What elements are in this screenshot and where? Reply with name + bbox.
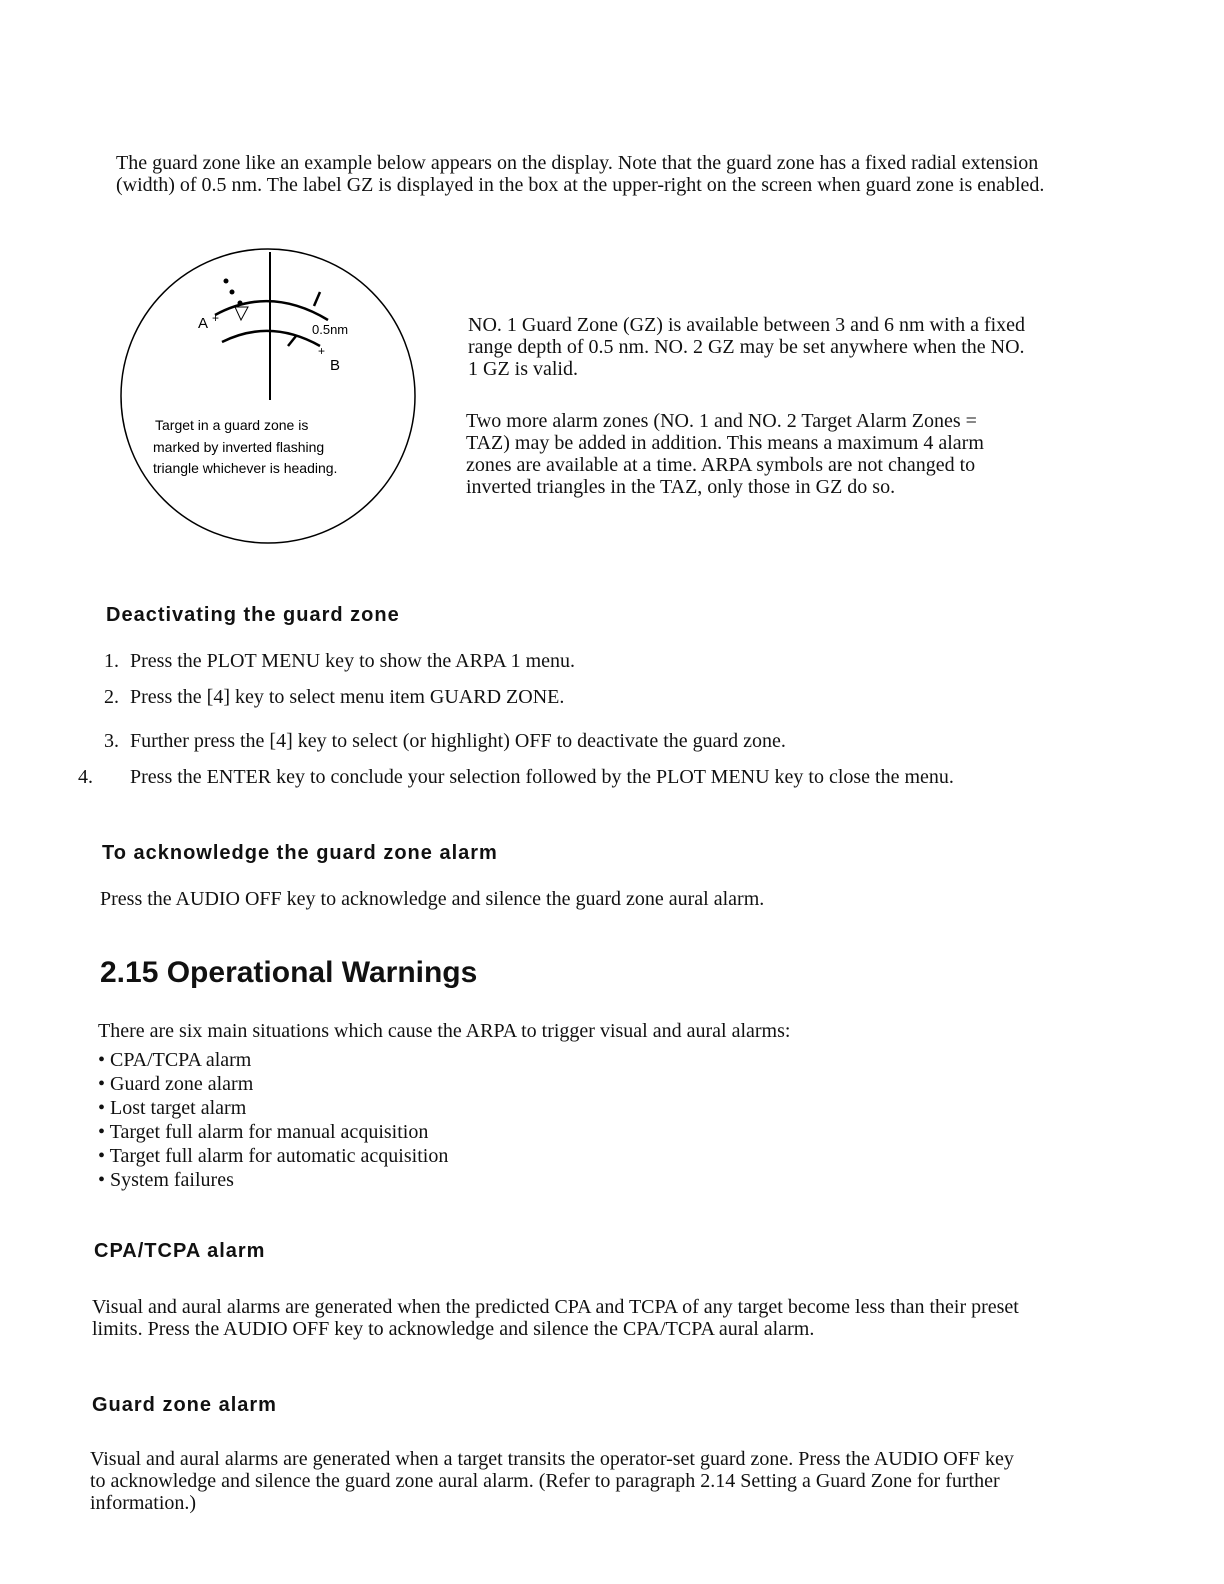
heading-acknowledge: To acknowledge the guard zone alarm	[102, 842, 498, 864]
outer-zone-arc	[215, 301, 328, 320]
step: 4. Press the ENTER key to conclude your selection followed by the PLOT MENU key to close the menu.	[78, 766, 954, 788]
bullet-item: • Guard zone alarm	[98, 1073, 254, 1095]
bullet-item: • System failures	[98, 1169, 234, 1191]
inverted-triangle-icon	[235, 307, 248, 320]
section-intro: There are six main situations which cause the ARPA to trigger visual and aural alarms:	[98, 1020, 791, 1042]
step: 3. Further press the [4] key to select (or highlight) OFF to deactivate the guard zone.	[104, 730, 786, 752]
svg-text:+: +	[318, 344, 326, 358]
heading-cpa: CPA/TCPA alarm	[94, 1240, 266, 1262]
caption-line: Target in a guard zone is	[155, 417, 309, 433]
cpa-text: Visual and aural alarms are generated when the predicted CPA and TCPA of any target become less than their preset limits. Press the AUDIO OFF key to acknowledge and silence the CPA/TCPA aural alarm.	[92, 1296, 1019, 1340]
caption-line: triangle whichever is heading.	[153, 460, 338, 476]
bullet-item: • Target full alarm for manual acquisition	[98, 1121, 429, 1143]
step: 2. Press the [4] key to select menu item GUARD ZONE.	[104, 686, 565, 708]
intro-paragraph: The guard zone like an example below appears on the display. Note that the guard zone has a fixed radial extension (width) of 0.5 nm. The label GZ is displayed in the box at the upper-right on the screen when guard zone is enabled.	[116, 152, 1045, 196]
radar-circle	[121, 249, 415, 543]
heading-gz-alarm: Guard zone alarm	[92, 1394, 277, 1416]
bullet-item: • CPA/TCPA alarm	[98, 1049, 252, 1071]
label-a: A	[198, 315, 209, 332]
caption-line: marked by inverted flashing	[153, 439, 325, 455]
section-title: 2.15 Operational Warnings	[100, 956, 478, 989]
bullet-item: • Lost target alarm	[98, 1097, 247, 1119]
side-paragraph-2: Two more alarm zones (NO. 1 and NO. 2 Target Alarm Zones = TAZ) may be added in addition. This means a maximum 4 alarm zones are available at a time. ARPA symbols are not changed to inverted triangles in the TAZ, only those in GZ do so.	[466, 410, 984, 498]
guard-zone-diagram	[110, 240, 430, 550]
acknowledge-text: Press the AUDIO OFF key to acknowledge and silence the guard zone aural alarm.	[100, 888, 765, 910]
bullet-list	[98, 1048, 448, 1192]
arrow-icon	[288, 336, 296, 346]
gz-alarm-text: Visual and aural alarms are generated when a target transits the operator-set guard zone. Press the AUDIO OFF key to acknowledge and silence the guard zone aural alarm. (Refer to paragraph 2.14 Setting a Guard Zone for further information.)	[90, 1448, 1014, 1514]
arrow-icon	[314, 292, 320, 306]
step: 1. Press the PLOT MENU key to show the ARPA 1 menu.	[104, 650, 576, 672]
svg-text:+: +	[212, 311, 220, 325]
width-label: 0.5nm	[312, 322, 349, 337]
label-b: B	[330, 357, 341, 374]
bullet-item: • Target full alarm for automatic acquisition	[98, 1145, 449, 1167]
side-paragraph-1: NO. 1 Guard Zone (GZ) is available between 3 and 6 nm with a fixed range depth of 0.5 nm. NO. 2 GZ may be set anywhere when the NO. 1 GZ is valid.	[468, 314, 1026, 380]
heading-deactivating: Deactivating the guard zone	[106, 604, 400, 626]
